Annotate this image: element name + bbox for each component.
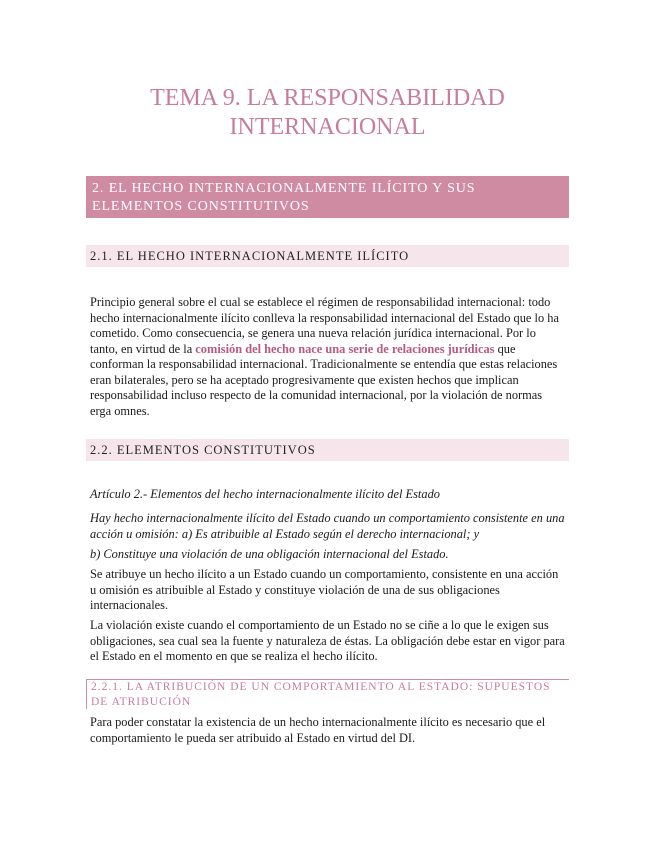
intro-paragraph-part1: Principio general sobre el cual se establece el régimen de responsabilidad internacional: todo hecho internacionalmente ilícito conlleva la responsabilidad internacional del Estado que lo ha cometido. Como consecuencia, se genera una nueva relación jurídica internacional. Por lo tanto, en virtud de la (90, 295, 559, 356)
section-heading-line1: 2. EL HECHO INTERNACIONALMENTE ILÍCITO Y SUS (92, 181, 476, 196)
intro-paragraph (90, 295, 566, 419)
intro-paragraph-highlight: comisión del hecho nace una serie de relaciones jurídicas (195, 341, 495, 356)
article-clause-b: b) Constituye una violación de una obligación internacional del Estado. (90, 547, 449, 561)
section-heading-line2: ELEMENTOS CONSTITUTIVOS (92, 199, 310, 214)
article-clause-a: Hay hecho internacionalmente ilícito del Estado cuando un comportamiento consistente en una acción u omisión: a) Es atribuible al Estado según el derecho internacional; y (90, 511, 565, 541)
subsubsection-heading-line1: 2.2.1. LA ATRIBUCIÓN DE UN COMPORTAMIENTO AL ESTADO: SUPUESTOS (91, 681, 551, 693)
subsubsection-heading-line2: DE ATRIBUCIÓN (91, 696, 192, 708)
subsection-heading-2-2: 2.2. ELEMENTOS CONSTITUTIVOS (86, 439, 569, 461)
article-title: Artículo 2.- Elementos del hecho internacionalmente ilícito del Estado (90, 487, 440, 501)
attribution-paragraph: Se atribuye un hecho ilícito a un Estado cuando un comportamiento, consistente en una acción u omisión es atribuible al Estado y constituye violación de una de sus obligaciones internacionales. (90, 567, 559, 612)
attribution-requirement-paragraph: Para poder constatar la existencia de un hecho internacionalmente ilícito es necesario que el comportamiento le pueda ser atribuido al Estado en virtud del DI. (90, 715, 546, 745)
document-title (0, 84, 655, 142)
document-title-line1: TEMA 9. LA RESPONSABILIDAD (150, 85, 505, 111)
subsubsection-heading-2-2-1 (86, 679, 569, 709)
subsection-heading-2-1: 2.1. EL HECHO INTERNACIONALMENTE ILÍCITO (86, 245, 569, 267)
violation-paragraph: La violación existe cuando el comportamiento de un Estado no se ciñe a lo que le exigen sus obligaciones, sea cual sea la fuente y naturaleza de éstas. La obligación debe estar en vigor para el Estado en el momento en que se realiza el hecho ilícito. (90, 618, 565, 663)
section-heading (86, 176, 569, 218)
document-title-line2: INTERNACIONAL (229, 114, 426, 140)
intro-paragraph-part2: que conforman la responsabilidad internacional. Tradicionalmente se entendía que estas relaciones eran bilaterales, pero se ha aceptado progresivamente que existen hechos que implican responsabilidad incluso respecto de la comunidad internacional, por la violación de normas erga omnes. (90, 341, 558, 418)
